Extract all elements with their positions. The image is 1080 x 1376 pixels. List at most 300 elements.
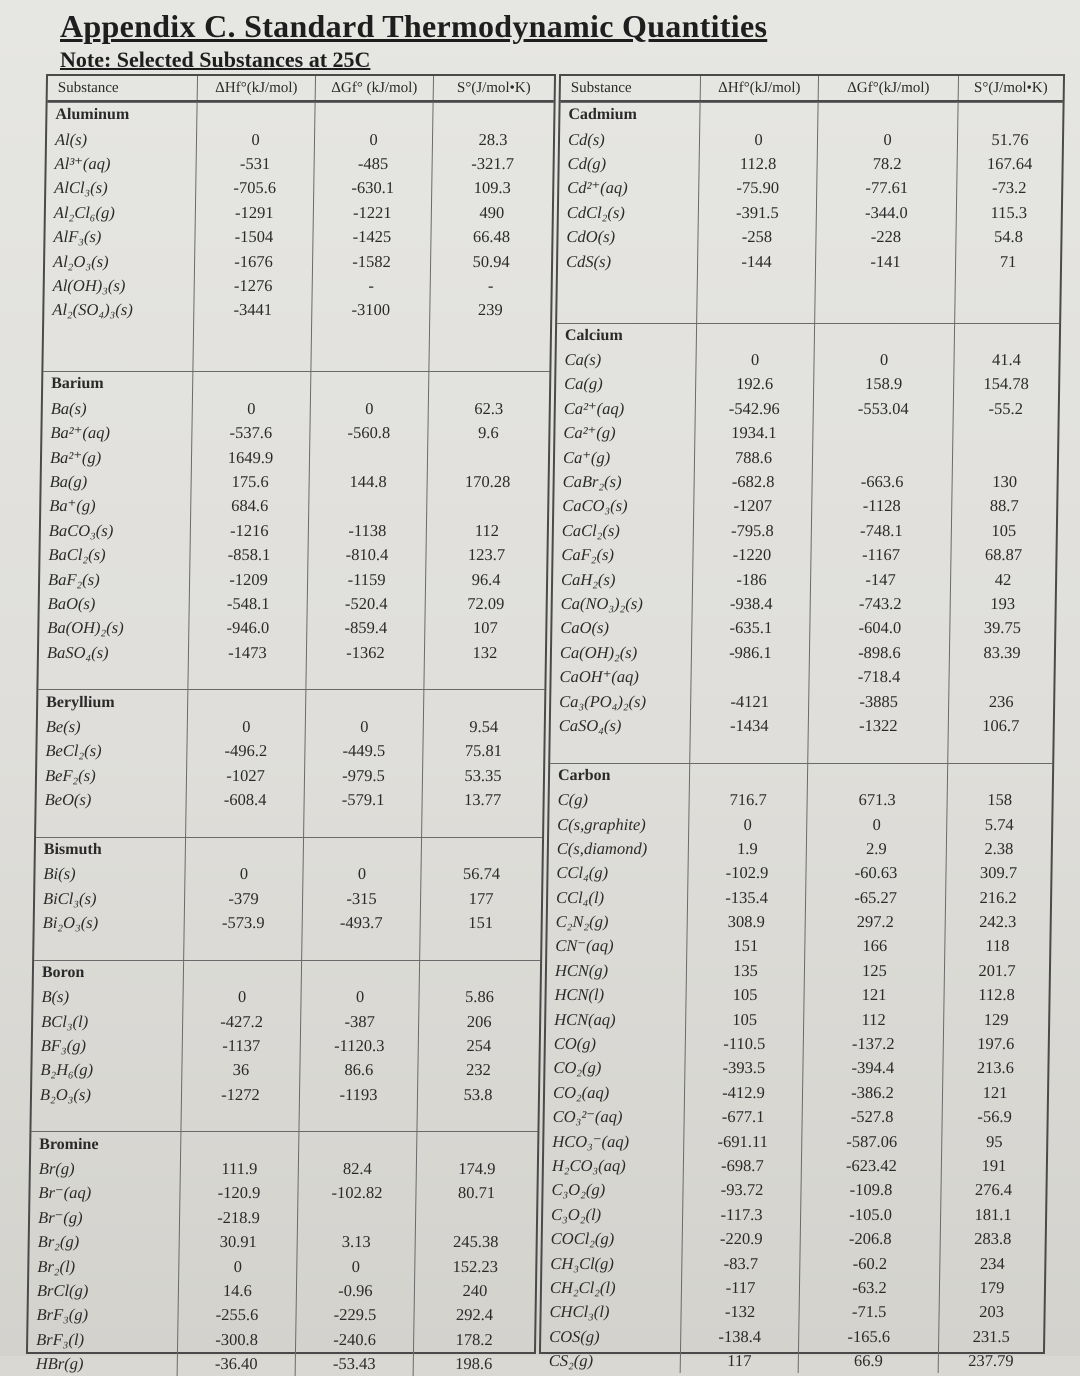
entropy-cell [949, 665, 1053, 689]
gibbs-cell: 0 [315, 127, 433, 151]
entropy-cell: 129 [983, 1009, 1009, 1029]
entropy-cell: 42 [994, 569, 1012, 589]
gibbs-cell: -60.2 [800, 1251, 940, 1275]
gibbs-cell: -630.1 [314, 176, 432, 200]
table-row [545, 1081, 1047, 1105]
entropy-cell: 123.7 [467, 545, 506, 565]
enthalpy-cell: -795.8 [694, 519, 812, 543]
table-row [557, 298, 1059, 322]
gibbs-cell: -587.06 [802, 1129, 942, 1153]
enthalpy-cell: 14.6 [179, 1279, 297, 1303]
gibbs-cell: -718.4 [809, 665, 949, 689]
substance-cell: Al(s) [47, 127, 197, 151]
entropy-cell: 56.74 [462, 864, 501, 884]
table-row [546, 1007, 1048, 1031]
substance-cell: BrF₃(l) [28, 1328, 178, 1352]
table-row [543, 1227, 1045, 1251]
enthalpy-cell: 0 [183, 985, 301, 1009]
group-heading-row [557, 323, 1059, 348]
enthalpy-cell: -858.1 [190, 543, 308, 567]
gibbs-cell: 166 [805, 934, 945, 958]
entropy-cell: 112 [474, 520, 500, 540]
enthalpy-cell: -255.6 [178, 1303, 296, 1327]
table-row [35, 887, 541, 911]
substance-cell: CaO(s) [552, 616, 692, 640]
substance-cell: C₃O₂(g) [543, 1178, 683, 1202]
gibbs-cell: -315 [303, 887, 421, 911]
gibbs-cell [315, 103, 433, 127]
enthalpy-cell: -427.2 [183, 1009, 301, 1033]
entropy-cell: 130 [992, 472, 1018, 492]
gibbs-cell [813, 421, 953, 445]
enthalpy-cell [184, 961, 302, 985]
enthalpy-cell: -412.9 [685, 1081, 803, 1105]
gibbs-cell [815, 298, 955, 322]
entropy-cell: 237.79 [968, 1351, 1014, 1371]
substance-cell [550, 738, 690, 762]
entropy-cell: 154.78 [983, 374, 1030, 394]
enthalpy-cell [698, 274, 816, 298]
entropy-cell: 191 [981, 1155, 1007, 1175]
header-substance: Substance [561, 76, 701, 100]
table-row [542, 1251, 1044, 1275]
gibbs-cell: 0 [306, 715, 424, 739]
entropy-cell: 71 [999, 251, 1017, 271]
gibbs-cell [306, 690, 424, 714]
table-row [556, 348, 1058, 372]
entropy-cell [956, 274, 1060, 298]
substance-cell: BaCO₃(s) [41, 519, 191, 543]
gibbs-cell: -229.5 [296, 1303, 414, 1327]
gibbs-cell [311, 372, 429, 396]
substance-cell: CO₂(aq) [545, 1081, 685, 1105]
table-row [34, 935, 540, 959]
table-row [544, 1129, 1046, 1153]
entropy-cell: 254 [466, 1036, 492, 1056]
header-entropy: S°(J/mol•K) [973, 79, 1048, 96]
enthalpy-cell: -135.4 [688, 886, 806, 910]
enthalpy-cell: 117 [681, 1349, 799, 1373]
substance-cell [34, 935, 184, 959]
entropy-cell [428, 445, 548, 469]
entropy-cell: 88.7 [989, 496, 1019, 516]
page-note: Note: Selected Substances at 25C [60, 47, 371, 72]
element-group-name: Calcium [557, 324, 697, 348]
entropy-cell: 201.7 [978, 960, 1016, 980]
table-row [546, 1032, 1048, 1056]
gibbs-cell: -65.27 [806, 886, 946, 910]
table-row [42, 445, 548, 469]
gibbs-cell: -387 [301, 1009, 419, 1033]
substance-cell [36, 812, 186, 836]
substance-cell: CH₃Cl(g) [542, 1251, 682, 1275]
table-row [41, 470, 547, 494]
header-substance: Substance [48, 76, 198, 100]
gibbs-cell: -979.5 [305, 764, 423, 788]
entropy-cell: 118 [985, 936, 1010, 956]
table-row [37, 764, 543, 788]
substance-cell: Ca(NO₃)₂(s) [553, 592, 693, 616]
substance-cell: Cd(g) [559, 152, 699, 176]
entropy-cell: 54.8 [993, 227, 1024, 247]
element-group-name: Beryllium [38, 690, 188, 714]
table-row [47, 127, 553, 151]
gibbs-cell: -1221 [314, 201, 432, 225]
table-row [547, 959, 1049, 983]
gibbs-cell: -60.63 [806, 861, 946, 885]
table-row [552, 641, 1054, 665]
gibbs-cell [808, 738, 948, 762]
gibbs-cell: -1362 [307, 641, 425, 665]
table-row [549, 788, 1051, 812]
gibbs-cell [299, 1107, 417, 1131]
table-row [39, 641, 545, 665]
entropy-cell: 179 [979, 1277, 1005, 1297]
substance-cell: Cd(s) [560, 127, 700, 151]
table-row [542, 1276, 1044, 1300]
right-table-body [541, 102, 1063, 1373]
gibbs-cell: -623.42 [802, 1154, 942, 1178]
substance-cell: Ca₃(PO₄)₂(s) [551, 689, 691, 713]
entropy-cell: 193 [990, 594, 1016, 613]
entropy-cell [424, 690, 544, 714]
gibbs-cell: 0 [297, 1254, 415, 1278]
gibbs-cell [816, 274, 956, 298]
table-row [44, 323, 550, 347]
entropy-cell: 152.23 [452, 1256, 499, 1276]
entropy-cell: 177 [468, 888, 494, 908]
entropy-cell: 276.4 [974, 1180, 1013, 1200]
enthalpy-cell: -1027 [187, 764, 305, 788]
table-row [28, 1328, 534, 1352]
enthalpy-cell: -132 [681, 1300, 799, 1324]
substance-cell: BeF₂(s) [37, 764, 187, 788]
enthalpy-cell [181, 1132, 299, 1156]
substance-cell: Ba²⁺(g) [42, 445, 192, 469]
gibbs-cell: -1322 [809, 714, 949, 738]
entropy-cell: 167.64 [986, 153, 1033, 173]
entropy-cell: 41.4 [991, 350, 1022, 370]
table-row [46, 152, 552, 176]
enthalpy-cell [691, 665, 809, 689]
entropy-cell [422, 838, 542, 862]
table-row [40, 592, 546, 616]
enthalpy-cell [186, 812, 304, 836]
substance-cell: CaCO₃(s) [554, 494, 694, 518]
gibbs-cell: -3885 [809, 689, 949, 713]
enthalpy-cell: -218.9 [180, 1206, 298, 1230]
entropy-cell: 105 [991, 520, 1017, 540]
enthalpy-cell: 36 [182, 1058, 300, 1082]
enthalpy-cell [188, 690, 306, 714]
table-row [554, 519, 1056, 543]
substance-cell: Al₂O₃(s) [45, 249, 195, 273]
table-row [29, 1254, 535, 1278]
enthalpy-cell: -75.90 [699, 176, 817, 200]
enthalpy-cell: -542.96 [696, 397, 814, 421]
group-heading-row [560, 102, 1062, 127]
enthalpy-cell: -110.5 [686, 1032, 804, 1056]
gibbs-cell: -102.82 [298, 1181, 416, 1205]
group-heading-row [31, 1131, 537, 1156]
entropy-cell: 95 [985, 1131, 1003, 1151]
entropy-cell: 66.48 [472, 227, 511, 247]
substance-cell [38, 665, 188, 689]
substance-cell: CO₂(g) [545, 1056, 685, 1080]
table-row [544, 1154, 1046, 1178]
table-row [554, 494, 1056, 518]
enthalpy-cell: -120.9 [180, 1181, 298, 1205]
gibbs-cell: 158.9 [814, 372, 954, 396]
substance-cell: Br⁻(g) [30, 1206, 180, 1230]
substance-cell: B₂H₆(g) [32, 1058, 182, 1082]
enthalpy-cell: -496.2 [187, 739, 305, 763]
gibbs-cell: -485 [314, 152, 432, 176]
table-row [550, 738, 1052, 762]
gibbs-cell [302, 961, 420, 985]
substance-cell: BeCl₂(s) [37, 739, 187, 763]
table-row [41, 494, 547, 518]
substance-cell: C₂N₂(g) [548, 910, 688, 934]
entropy-cell [422, 812, 542, 836]
gibbs-cell: -604.0 [810, 616, 950, 640]
header-enthalpy: ΔHf°(kJ/mol) [198, 76, 316, 100]
entropy-cell: 283.8 [974, 1229, 1012, 1249]
gibbs-cell: -0.96 [297, 1279, 415, 1303]
substance-cell: CCl₄(l) [548, 886, 688, 910]
enthalpy-cell: 788.6 [695, 445, 813, 469]
gibbs-cell: -141 [816, 249, 956, 273]
substance-cell: CaF₂(s) [553, 543, 693, 567]
gibbs-cell [813, 445, 953, 469]
entropy-cell: 203 [979, 1302, 1005, 1322]
entropy-cell: 231.5 [972, 1326, 1010, 1346]
gibbs-cell: -394.4 [803, 1056, 943, 1080]
substance-cell: CdS(s) [558, 249, 698, 273]
enthalpy-cell: 192.6 [696, 372, 814, 396]
enthalpy-cell: 0 [689, 812, 807, 836]
enthalpy-cell: -379 [185, 887, 303, 911]
substance-cell: CS₂(g) [541, 1349, 681, 1373]
enthalpy-cell: -608.4 [186, 788, 304, 812]
entropy-cell: 13.77 [463, 790, 502, 810]
substance-cell: CO₃²⁻(aq) [544, 1105, 684, 1129]
table-row [548, 910, 1050, 934]
substance-cell: B₂O₃(s) [32, 1083, 182, 1107]
enthalpy-cell: -393.5 [685, 1056, 803, 1080]
gibbs-cell: 0 [807, 812, 947, 836]
table-header [48, 76, 554, 102]
entropy-cell [416, 1206, 536, 1230]
group-heading-row [550, 763, 1052, 788]
entropy-cell: 80.71 [457, 1183, 496, 1203]
enthalpy-cell: 308.9 [688, 910, 806, 934]
gibbs-cell: -520.4 [308, 592, 426, 616]
enthalpy-cell: -1434 [691, 714, 809, 738]
gibbs-cell: -1120.3 [301, 1034, 419, 1058]
table-row [38, 715, 544, 739]
gibbs-cell [304, 838, 422, 862]
substance-cell: Ba⁺(g) [41, 494, 191, 518]
entropy-cell [424, 665, 544, 689]
enthalpy-cell: 1.9 [689, 837, 807, 861]
substance-cell: Cd²⁺(aq) [559, 176, 699, 200]
gibbs-cell: -898.6 [810, 641, 950, 665]
enthalpy-cell: 105 [686, 983, 804, 1007]
substance-cell [557, 298, 697, 322]
substance-cell: CaBr₂(s) [554, 470, 694, 494]
element-group-name: Carbon [550, 764, 690, 788]
substance-cell: CdCl₂(s) [559, 201, 699, 225]
enthalpy-cell [197, 103, 315, 127]
entropy-cell: 132 [472, 642, 498, 662]
gibbs-cell [299, 1132, 417, 1156]
element-group-name: Cadmium [560, 103, 700, 127]
gibbs-cell: -63.2 [800, 1276, 940, 1300]
gibbs-cell: 0 [818, 127, 958, 151]
enthalpy-cell: 0 [179, 1254, 297, 1278]
substance-cell: Ba²⁺(aq) [42, 421, 192, 445]
gibbs-cell: 0 [303, 862, 421, 886]
enthalpy-cell: -102.9 [688, 861, 806, 885]
substance-cell: AlF₃(s) [45, 225, 195, 249]
entropy-cell: 239 [477, 300, 503, 320]
entropy-cell [958, 103, 1062, 127]
substance-cell: C(s,diamond) [549, 837, 689, 861]
substance-cell: Al₂(SO₄)₃(s) [44, 298, 194, 322]
enthalpy-cell: -117.3 [683, 1203, 801, 1227]
entropy-cell: 232 [465, 1060, 491, 1080]
table-row [38, 665, 544, 689]
substance-cell: Ba(g) [41, 470, 191, 494]
table-row [44, 298, 550, 322]
enthalpy-cell: 105 [686, 1007, 804, 1031]
enthalpy-cell [690, 764, 808, 788]
table-row [30, 1181, 536, 1205]
enthalpy-cell [181, 1107, 299, 1131]
enthalpy-cell: -705.6 [196, 176, 314, 200]
gibbs-cell [815, 324, 955, 348]
entropy-cell: -55.2 [988, 398, 1024, 418]
element-group-name: Boron [34, 961, 184, 985]
gibbs-cell: -553.04 [814, 397, 954, 421]
enthalpy-cell [194, 323, 312, 347]
left-table-body [28, 102, 554, 1376]
gibbs-cell [304, 812, 422, 836]
group-heading-row [34, 960, 540, 985]
substance-cell: Br⁻(aq) [30, 1181, 180, 1205]
table-row [43, 347, 549, 371]
gibbs-cell: 2.9 [807, 837, 947, 861]
entropy-cell [948, 764, 1052, 788]
table-row [559, 201, 1061, 225]
entropy-cell [427, 494, 547, 518]
substance-cell: COCl₂(g) [543, 1227, 683, 1251]
substance-cell: CH₂Cl₂(l) [542, 1276, 682, 1300]
enthalpy-cell: -1207 [694, 494, 812, 518]
gibbs-cell: -109.8 [801, 1178, 941, 1202]
enthalpy-cell: 0 [185, 862, 303, 886]
substance-cell: Al(OH)₃(s) [45, 274, 195, 298]
enthalpy-cell: -1276 [195, 274, 313, 298]
table-row [45, 225, 551, 249]
entropy-cell: 178.2 [455, 1329, 493, 1349]
enthalpy-cell: -391.5 [699, 201, 817, 225]
entropy-cell: 106.7 [982, 715, 1020, 735]
substance-cell: BCl₃(l) [33, 1009, 183, 1033]
entropy-cell: 174.9 [458, 1158, 496, 1178]
substance-cell: CdO(s) [558, 225, 698, 249]
gibbs-cell: -3100 [312, 298, 430, 322]
substance-cell: Bi(s) [35, 862, 185, 886]
gibbs-cell: -1425 [313, 225, 431, 249]
enthalpy-cell: -938.4 [693, 592, 811, 616]
enthalpy-cell: -548.1 [190, 592, 308, 616]
substance-cell: B(s) [33, 985, 183, 1009]
entropy-cell: 9.54 [469, 716, 499, 736]
entropy-cell [430, 323, 550, 347]
table-row [547, 934, 1049, 958]
enthalpy-cell: -635.1 [692, 616, 810, 640]
gibbs-cell: 121 [804, 983, 944, 1007]
gibbs-cell: -527.8 [802, 1105, 942, 1129]
substance-cell: C₃O₂(l) [543, 1203, 683, 1227]
table-row [30, 1206, 536, 1230]
gibbs-cell: -1193 [300, 1083, 418, 1107]
enthalpy-cell: -1209 [190, 567, 308, 591]
entropy-cell: 198.6 [455, 1354, 493, 1374]
entropy-cell [953, 421, 1057, 445]
substance-cell: Br(g) [31, 1157, 181, 1181]
table-row [548, 886, 1050, 910]
entropy-cell: 9.6 [477, 423, 499, 443]
table-row [560, 127, 1062, 151]
gibbs-cell: -228 [816, 225, 956, 249]
gibbs-cell: -1138 [309, 519, 427, 543]
table-row [549, 837, 1051, 861]
enthalpy-cell: 135 [687, 959, 805, 983]
enthalpy-cell [184, 935, 302, 959]
substance-cell: BeO(s) [36, 788, 186, 812]
table-row [45, 274, 551, 298]
group-heading-row [36, 837, 542, 862]
entropy-cell: - [487, 275, 494, 295]
gibbs-cell: -859.4 [307, 616, 425, 640]
entropy-cell: 109.3 [473, 178, 511, 198]
enthalpy-cell [193, 372, 311, 396]
substance-cell: CaOH⁺(aq) [551, 665, 691, 689]
entropy-cell: 234 [979, 1253, 1005, 1273]
substance-cell: Ba(s) [43, 397, 193, 421]
entropy-cell: 5.86 [464, 987, 495, 1007]
substance-cell: CO(g) [546, 1032, 686, 1056]
substance-cell [43, 347, 193, 371]
enthalpy-cell: -531 [196, 152, 314, 176]
enthalpy-cell [700, 103, 818, 127]
group-heading-row [38, 689, 544, 714]
enthalpy-cell: -4121 [691, 689, 809, 713]
table-row [553, 592, 1055, 616]
entropy-cell: 115.3 [990, 202, 1028, 222]
enthalpy-cell: -83.7 [682, 1251, 800, 1275]
gibbs-cell [310, 445, 428, 469]
enthalpy-cell: -691.11 [684, 1129, 802, 1153]
table-row [33, 1009, 539, 1033]
entropy-cell: 68.87 [984, 545, 1023, 565]
entropy-cell: 206 [466, 1011, 492, 1031]
table-row [45, 249, 551, 273]
table-row [37, 739, 543, 763]
